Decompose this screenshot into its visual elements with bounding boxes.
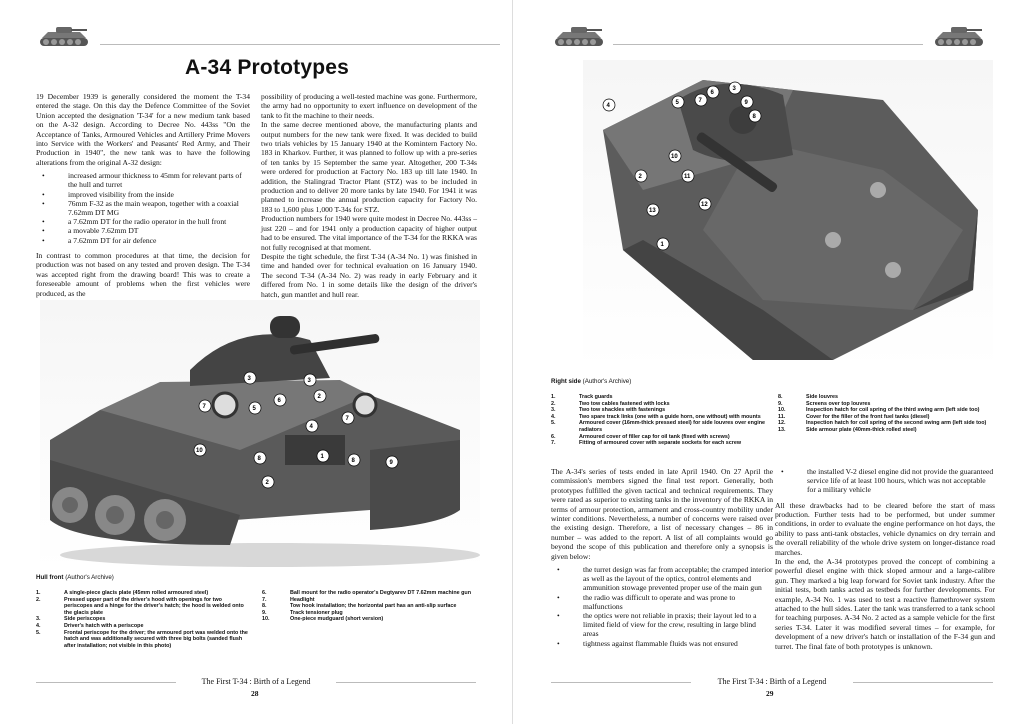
list-item: • the radio was difficult to operate and was prone to malfunctions (551, 593, 773, 611)
paragraph: Production numbers for 1940 were quite modest in Decree No. 443ss – just 220 – and for 1941 only a production capacity of higher output had to be ensured. The vital importance of the T-34 for the RKKA was not fully recognised at that moment. (261, 214, 477, 252)
photo-key-list (36, 590, 251, 649)
right-column-2 (775, 467, 995, 651)
footer-rule (853, 682, 993, 683)
paragraph: possibility of producing a well-tested machine was gone. Furthermore, the army had no opportunity to exert influence on development of the tank to fit the machine to their needs. (261, 92, 477, 120)
list-item: • a 7.62mm DT for the radio operator in the hull front (36, 217, 250, 226)
svg-text:3: 3 (732, 86, 736, 92)
svg-text:5: 5 (252, 406, 256, 412)
right-page (512, 0, 1024, 724)
paragraph: All these drawbacks had to be cleared before the start of mass production. Further tests had to be performed, but under summer conditions, in order to evaluate the engine performance on hot days, the ability to pass anti-tank obstacles, vehicle dynamics on dry terrain and the overall reliability of the whole drive system on longer-distance road marches. (775, 500, 995, 557)
footer-rule (36, 682, 176, 683)
alterations-list (36, 171, 250, 245)
header-rule (613, 44, 923, 45)
photo-key-list (778, 394, 993, 434)
key-item: 4. Driver's hatch with a periscope (36, 622, 144, 629)
key-item: 13. Side armour plate (40mm-thick rolled steel) (778, 426, 917, 433)
svg-text:9: 9 (389, 460, 393, 466)
svg-text:2: 2 (265, 480, 269, 486)
page-number: 28 (251, 689, 259, 698)
key-item: 10. One-piece mudguard (short version) (262, 616, 384, 623)
synopsis-list (551, 565, 773, 648)
right-column-1 (551, 467, 773, 654)
svg-text:2: 2 (638, 174, 642, 180)
svg-text:2: 2 (317, 394, 321, 400)
svg-text:6: 6 (710, 90, 714, 96)
svg-text:8: 8 (752, 114, 756, 120)
tank-thumbnail-icon (36, 22, 92, 50)
key-item: 9. Track tensioner plug (262, 609, 343, 616)
running-footer: The First T-34 : Birth of a Legend (717, 677, 827, 686)
list-item: • tightness against flammable fluids was not ensured (551, 639, 773, 648)
paragraph: In the same decree mentioned above, the manufacturing plants and output numbers for the new tank were fixed. It was decided to build two trials vehicles by 15 January 1940 at the Komintern Factory No. 183 in Kharkov. Further, it was planned to follow up with a pre-series of ten tanks by 15 September the same year. Altogether, 200 T-34s were ordered for production at Factory No. 183 up till late 1940. In addition, the Stalingrad Tractor Plant (STZ) was to be included in production and to deliver 20 more tanks by late 1940. For 1941 it was planned to increase the annual production capacity for Factory No. 183 to 1,600 plus 1,000 T-34s for STZ. (261, 120, 477, 214)
svg-text:3: 3 (247, 376, 251, 382)
footer-rule (336, 682, 476, 683)
list-item: • a movable 7.62mm DT (36, 226, 250, 235)
paragraph: The A-34's series of tests ended in late April 1940. On 27 April the commission's members signed the final test report. Generally, both prototypes fulfilled the given tactical and technical requirements. They were rated as superior to existing tanks in the inventory of the RKKA in terms of armour protection, armament and cross-country mobility under winter conditions. Nevertheless, a number of concerns were raised over the existing design. Therefore, a list of necessary changes – 86 in number – was added to the report. A list of all complaints would go beyond the scope of this publication and therefore only a synopsis is given below: (551, 467, 773, 561)
hull-front-photo (40, 300, 480, 570)
svg-text:10: 10 (671, 154, 678, 160)
svg-text:7: 7 (698, 98, 702, 104)
paragraph: In contrast to common procedures at that time, the decision for production was not based on any tested and proven design. The T-34 was accepted right from the drawing board! This was to create a foreseeable amount of problems when the first vehicles were produced, as the (36, 250, 250, 298)
paragraph: In the end, the A-34 prototypes proved the concept of combining a powerful diesel engine with thick sloped armour and a large-calibre gun. They marked a big leap forward for Soviet tank industry. After the initial tests, both tanks acted as testbeds for further developments. For example, A-34 No. 1 was used to test a reactive flamethrower system attached to the hull sides. Later the tank was transferred to a tank school for teaching purposes. A-34 No. 2 acted as a sample vehicle for the first series T-34. Later it was modified several times – for example, for development of a new driver's hatch or installation of the F-34 gun and turret. The final fate of both prototypes is unknown. (775, 557, 995, 651)
list-item: • the turret design was far from acceptable; the cramped interior as well as the layout of the optics, control elements and ammunition stowage prevented proper use of the main gun (551, 565, 773, 593)
tank-thumbnail-icon (931, 22, 987, 50)
key-item: 3. Two tow shackles with fastenings (551, 407, 666, 414)
key-item: 1. Track guards (551, 394, 613, 400)
left-column-2 (261, 92, 477, 299)
key-item: 11. Cover for the filler of the front fuel tanks (diesel) (778, 413, 930, 420)
svg-text:7: 7 (345, 416, 349, 422)
right-side-photo (583, 60, 993, 370)
list-item: • a 7.62mm DT for air defence (36, 236, 250, 245)
photo-key-list (551, 394, 773, 447)
svg-text:3: 3 (307, 378, 311, 384)
svg-text:8: 8 (351, 458, 355, 464)
photo-key-list (262, 590, 477, 623)
svg-text:11: 11 (684, 174, 691, 180)
svg-text:4: 4 (309, 424, 313, 430)
page-title: A-34 Prototypes (185, 56, 350, 79)
key-item: 6. Ball mount for the radio operator's Degtyarev DT 7.62mm machine gun (262, 590, 472, 596)
list-item: • the optics were not reliable in praxis; their layout led to a limited field of view for the crew, resulting in large blind areas (551, 611, 773, 639)
key-item: 6. Armoured cover of filler cap for oil tank (fixed with screws) (551, 433, 730, 440)
photo-caption: Right side (Author's Archive) (551, 378, 632, 385)
footer-rule (551, 682, 691, 683)
list-item: • 76mm F-32 as the main weapon, together with a coaxial 7.62mm DT MG (36, 199, 250, 217)
list-item: • the installed V-2 diesel engine did not provide the guaranteed service life of at least 100 hours, which was not acceptable for a military vehicle (775, 467, 995, 495)
key-item: 8. Tow hook installation; the horizontal part has an anti-slip surface (262, 603, 457, 610)
key-item: 8. Side louvres (778, 394, 839, 400)
photo-caption: Hull front (Author's Archive) (36, 574, 114, 581)
key-item: 9. Screens over top louvres (778, 400, 871, 407)
key-item: 10. Inspection hatch for coil spring of the third swing arm (left side too) (778, 407, 980, 414)
key-item: 5. Armoured cover (16mm-thick pressed steel) for side louvres over engine radiators (551, 420, 766, 433)
svg-text:6: 6 (277, 398, 281, 404)
svg-text:13: 13 (649, 208, 656, 214)
key-item: 2. Pressed upper part of the driver's hood with openings for two periscopes and a hinge for the driver's hatch; the hood is welded onto the glacis plate (36, 596, 244, 616)
key-item: 2. Two tow cables fastened with locks (551, 400, 670, 407)
left-column-1 (36, 92, 250, 298)
tank-thumbnail-icon (551, 22, 607, 50)
header-rule (100, 44, 500, 45)
key-item: 1. A single-piece glacis plate (45mm rolled armoured steel) (36, 590, 209, 596)
svg-text:4: 4 (606, 103, 610, 109)
key-item: 7. Headlight (262, 596, 315, 603)
synopsis-list (775, 467, 995, 495)
key-item: 3. Side periscopes (36, 616, 106, 623)
key-item: 4. Two spare track links (one with a guide horn, one without) with mounts (551, 413, 761, 420)
list-item: • improved visibility from the inside (36, 190, 250, 199)
key-item: 7. Fitting of armoured cover with separate sockets for each screw (551, 440, 742, 447)
paragraph: 19 December 1939 is generally considered the moment the T-34 entered the stage. On this day the Defence Committee of the Soviet Union accepted the designation 'T-34' for a new medium tank based on the A-32 design. According to Decree No. 443ss "On the Acceptance of Tanks, Armoured Vehicles and Artillery Prime Movers into Service with the Workers' and Peasants' Red Army, and Their Production in 1940", the new tank was to have the following alterations from the original A-32 design: (36, 92, 250, 167)
key-item: 5. Frontal periscope for the driver; the armoured port was welded onto the hatch and was additionally secured with three big bolts (sanded flush after installation; not visible in this photo) (36, 629, 248, 649)
svg-text:1: 1 (660, 242, 664, 248)
running-footer: The First T-34 : Birth of a Legend (201, 677, 311, 686)
svg-text:7: 7 (202, 404, 206, 410)
key-item: 12. Inspection hatch for coil spring of the second swing arm (left side too) (778, 420, 987, 427)
svg-text:1: 1 (320, 454, 324, 460)
svg-text:12: 12 (701, 202, 708, 208)
paragraph: Despite the tight schedule, the first T-34 (A-34 No. 1) was finished in time and handed over for technical evaluation on 16 January 1940. The second T-34 (A-34 No. 2) was ready in early February and it differed from No. 1 in some details like the design of the driver's hatch, gun mantlet and hull rear. (261, 251, 477, 299)
svg-text:9: 9 (744, 100, 748, 106)
svg-text:10: 10 (196, 448, 203, 454)
svg-text:5: 5 (675, 100, 679, 106)
svg-text:8: 8 (257, 456, 261, 462)
list-item: • increased armour thickness to 45mm for relevant parts of the hull and turret (36, 171, 250, 189)
page-number: 29 (766, 689, 774, 698)
